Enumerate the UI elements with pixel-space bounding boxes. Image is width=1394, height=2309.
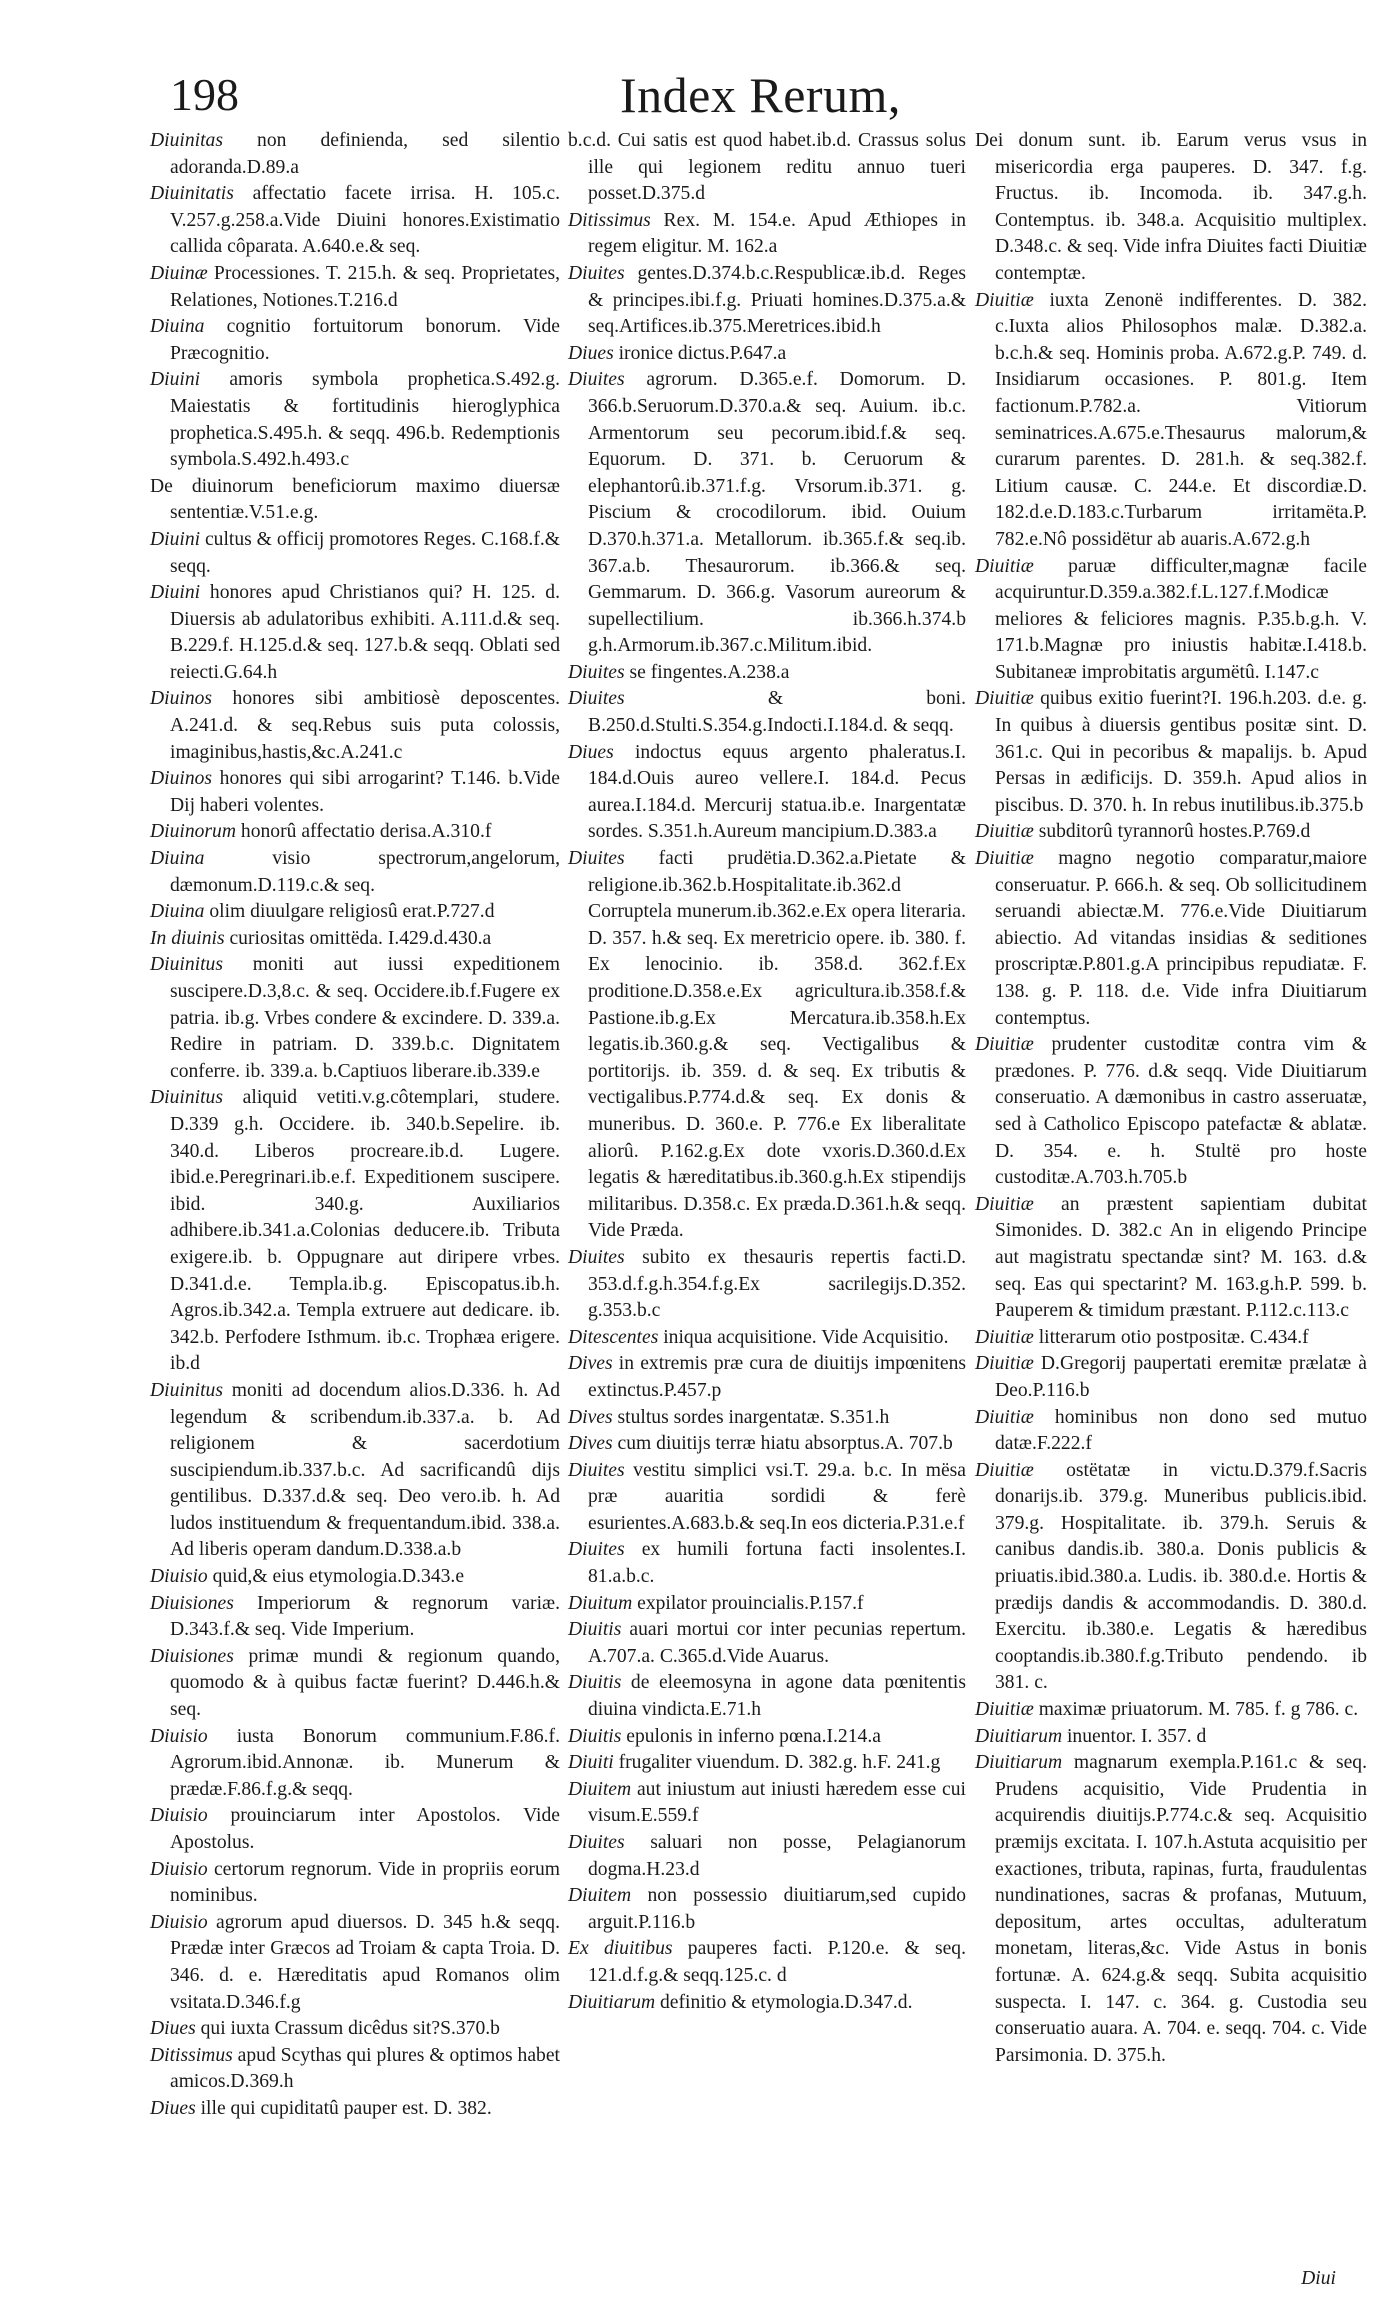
index-entry — [150, 766, 560, 819]
entry-keyword: Diuitiæ — [975, 688, 1034, 710]
index-entry — [568, 1883, 966, 1936]
entry-text: subito ex thesauris repertis facti.D. 353.d.f.g.h.354.f.g.Ex sacrilegijs.D.352. g.353.b.c — [588, 1246, 966, 1322]
entry-text: magnarum exempla.P.161.c & seq. Prudens acquisitio, Vide Prudentia in acquirendis diuitijs.P.774.c.& seq. Acquisitio præmijs excitata. I. 107.h.Astuta acquisitio per exactiones, tributa, rapinas, furta, fraudulentas nundinationes, sacras & profanas, Mutuum, depositum, artes occultas, adulteratum monetam, literas,&c. Vide Astus in bonis fortunæ. A. 624.g.& seqq. Subita acquisitio suspecta. I. 147. c. 364. g. Custodia seu conseruatio auara. A. 704. e. seqq. 704. c. Vide Parsimonia. D. 375.h. — [995, 1752, 1367, 2066]
index-entry — [150, 926, 560, 953]
entry-text: agrorum. D.365.e.f. Domorum. D. 366.b.Seruorum.D.370.a.& seq. Auium. ib.c. Armentorum seu pecorum.ibid.f.& seq. Equorum. D. 371. b. Ceruorum & elephantorû.ib.371.f.g. Vrsorum.ib.371. g. Piscium & crocodilorum. ibid. Ouium D.370.h.371.a. Metallorum. ib.365.f.& seq.ib. 367.a.b. Thesaurorum. ib.366.& seq. Gemmarum. D. 366.g. Vasorum aureorum & supellectilium. ib.366.h.374.b g.h.Armorum.ib.367.c.Militum.ibid. — [588, 369, 966, 657]
entry-keyword: Diuitiarum — [568, 1991, 656, 2013]
entry-keyword: Diuitem — [568, 1885, 632, 1907]
entry-keyword: Diuitiæ — [975, 1326, 1034, 1348]
entry-text: paruæ difficulter,magnæ facile acquiruntur.D.359.a.382.f.L.127.f.Modicæ meliores & feliciores magnis. P.35.b.g.h. V. 171.b.Magnæ pro iniustis habitæ.I.418.b. Subitaneæ improbitatis argumëtû. I.147.c — [995, 555, 1367, 683]
entry-text: de eleemosyna in agone data pœnitentis diuina vindicta.E.71.h — [588, 1672, 966, 1721]
entry-text: curiositas omittëda. I.429.d.430.a — [224, 927, 492, 949]
entry-text: litterarum otio postpositæ. C.434.f — [1033, 1326, 1309, 1348]
entry-text: magno negotio comparatur,maiore conseruatur. P. 666.h. & seq. Ob sollicitudinem seruandi abiectæ.M. 776.e.Vide Diuitiarum abiectio. Ad vitandas insidias & seditiones proscriptæ.P.801.g.A principibus repudiatæ. F. 138. g. P. 118. d.e. Vide infra Diuitiarum contemptus. — [995, 848, 1367, 1029]
entry-text: indoctus equus argento phaleratus.I. 184.d.Ouis aureo vellere.I. 184.d. Pecus aurea.I.184.d. Mercurij statua.ib.e. Inargentatæ sordes. S.351.h.Aureum mancipium.D.383.a — [588, 741, 966, 843]
entry-keyword: Diuisiones — [150, 1592, 234, 1614]
index-entry — [568, 1724, 966, 1751]
entry-keyword: Diuinos — [150, 688, 213, 710]
entry-text: De diuinorum beneficiorum maximo diuersæ sententiæ.V.51.e.g. — [150, 475, 560, 524]
entry-keyword: Diuites — [568, 1459, 625, 1481]
entry-keyword: Ditissimus — [568, 209, 651, 231]
entry-text: non definienda, sed silentio adoranda.D.89.a — [170, 130, 560, 178]
index-entry — [568, 1458, 966, 1538]
index-entry — [975, 1750, 1367, 2069]
entry-keyword: Diuitiæ — [975, 1699, 1034, 1721]
entry-keyword: Diuisio — [150, 1911, 208, 1933]
index-entry — [150, 1564, 560, 1591]
entry-text: inuentor. I. 357. d — [1062, 1725, 1207, 1747]
entry-text: prudenter custoditæ contra vim & prædones. P. 776. d.& seqq. Vide Diuitiarum conseruatio. A dæmonibus in castro asseruatæ, sed à Catholico Episcopo patefactæ & ablatæ. D. 354. e. h. Stultë pro hoste custoditæ.A.703.h.705.b — [995, 1034, 1367, 1189]
entry-text: epulonis in inferno pœna.I.214.a — [621, 1725, 881, 1747]
index-entry — [975, 554, 1367, 687]
entry-text: D.Gregorij paupertati eremitæ prælatæ à Deo.P.116.b — [995, 1353, 1367, 1401]
index-entry — [150, 527, 560, 580]
entry-keyword: In diuinis — [150, 927, 225, 949]
index-entry — [568, 1750, 966, 1777]
entry-text: an præstent sapientiam dubitat Simonides. D. 382.c An in eligendo Principe aut magistratu spectandæ sint? M. 163. d.& seq. Eas qui spectarint? M. 163.g.h.P. 599. b. Pauperem & timidum præstant. P.112.c.113.c — [995, 1193, 1367, 1322]
index-entry — [568, 1245, 966, 1325]
entry-keyword: Diuitis — [568, 1672, 622, 1694]
entry-text: ex humili fortuna facti insolentes.I. 81.a.b.c. — [588, 1539, 966, 1588]
entry-keyword: Diuites — [568, 1246, 625, 1268]
entry-keyword: Diuisio — [150, 1805, 208, 1827]
index-entry — [568, 1990, 966, 2017]
entry-keyword: Diuinitatis — [150, 183, 234, 205]
entry-keyword: Diues — [150, 2097, 196, 2119]
entry-text: iniqua acquisitione. Vide Acquisitio. — [658, 1326, 949, 1348]
entry-text: facti prudëtia.D.362.a.Pietate & religione.ib.362.b.Hospitalitate.ib.362.d Corruptela munerum.ib.362.e.Ex opera literaria. D. 357. h.& seq. Ex meretricio opere. ib. 380. f. Ex lenocinio. ib. 358.d. 362.f.Ex proditione.D.358.e.Ex agricultura.ib.358.f.& Pastione.ib.g.Ex Mercatura.ib.358.h.Ex legatis.ib.360.g.& seq. Vectigalibus & portitorijs. ib. 359. d. & seq. Ex tributis & vectigalibus.P.774.d.& seq. Ex donis & muneribus. D. 360.e. P. 776.e Ex liberalitate aliorû. P.162.g.Ex dote vxoris.D.360.d.Ex legatis & hæreditatibus.ib.360.g.h.Ex stipendijs militaribus. D.358.c. Ex præda.D.361.h.& seqq. Vide Præda. — [588, 848, 966, 1242]
entry-text: qui iuxta Crassum dicêdus sit?S.370.b — [195, 2018, 500, 2040]
index-entry — [568, 261, 966, 341]
index-entry — [568, 740, 966, 846]
entry-text: se fingentes.A.238.a — [624, 661, 790, 683]
entry-keyword: Diuinæ — [150, 262, 208, 284]
index-entry — [150, 1085, 560, 1378]
index-entry — [975, 1351, 1367, 1404]
entry-keyword: Diuisio — [150, 1725, 208, 1747]
entry-keyword: Diuini — [150, 582, 201, 604]
index-entry — [150, 819, 560, 846]
entry-keyword: Diuitum — [568, 1592, 633, 1614]
entry-text: primæ mundi & regionum quando, quomodo & à quibus factæ fuerint? D.446.h.& seq. — [170, 1645, 560, 1721]
index-entry — [150, 2096, 560, 2123]
entry-keyword: Diuites — [568, 1539, 625, 1561]
entry-keyword: Diuitis — [568, 1619, 622, 1641]
entry-text: cognitio fortuitorum bonorum. Vide Præcognitio. — [170, 316, 560, 364]
index-entry — [975, 1192, 1367, 1325]
index-entry — [568, 1830, 966, 1883]
entry-keyword: Diuini — [150, 369, 201, 391]
entry-keyword: Diuinos — [150, 768, 213, 790]
entry-text: definitio & etymologia.D.347.d. — [655, 1991, 913, 2013]
index-entry — [150, 1857, 560, 1910]
entry-text: stultus sordes inargentatæ. S.351.h — [612, 1406, 890, 1428]
index-entry — [150, 686, 560, 766]
index-entry — [975, 846, 1367, 1032]
entry-text: gentes.D.374.b.c.Respublicæ.ib.d. Reges & principes.ibi.f.g. Priuati homines.D.375.a.& seq.Artifices.ib.375.Meretrices.ibid.h — [588, 262, 966, 338]
index-entry — [150, 580, 560, 686]
entry-text: frugaliter viuendum. D. 382.g. h.F. 241.g — [613, 1752, 941, 1774]
page-number: 198 — [170, 69, 239, 120]
entry-keyword: Diuinitus — [150, 954, 223, 976]
entry-text: hominibus non dono sed mutuo datæ.F.222.f — [995, 1406, 1367, 1455]
entry-keyword: Diuitiæ — [975, 1193, 1034, 1215]
index-entry — [975, 1697, 1367, 1724]
entry-text: agrorum apud diuersos. D. 345 h.& seqq. Prædæ inter Græcos ad Troiam & capta Troia. D. 346. d. e. Hæreditatis apud Romanos olim vsitata.D.346.f.g — [170, 1911, 560, 2013]
entry-keyword: Diuitiæ — [975, 1406, 1034, 1428]
index-entry — [568, 1405, 966, 1432]
entry-text: Rex. M. 154.e. Apud Æthiopes in regem eligitur. M. 162.a — [588, 209, 966, 258]
entry-text: honorû affectatio derisa.A.310.f — [236, 821, 492, 843]
entry-text: ostëtatæ in victu.D.379.f.Sacris donarijs.ib. 379.g. Muneribus publicis.ibid. 379.g. Hospitalitate. ib. 379.h. Seruis & canibus dandis.ib. 380.a. Donis publicis & priuatis.ibid.380.a. Ludis. ib. 380.d.e. Hortis & prædijs dandis & accommodandis. D. 380.d. Exercitu. ib.380.e. Legatis & hæredibus cooptandis.ib.380.f.g.Tributo pendendo. ib 381. c. — [995, 1459, 1367, 1694]
index-entry — [568, 367, 966, 660]
index-entry — [150, 2016, 560, 2043]
entry-keyword: Diuisio — [150, 1566, 208, 1588]
entry-text: moniti ad docendum alios.D.336. h. Ad legendum & scribendum.ib.337.a. b. Ad religionem & sacerdotium suscipiendum.ib.337.b.c. Ad sacrificandû dijs gentilibus. D.337.d.& seq. Deo vero.ib. h. Ad ludos instituendum & frequentandum.ibid. 338.a. Ad liberis operam dandum.D.338.a.b — [170, 1379, 560, 1561]
index-entry — [568, 1670, 966, 1723]
index-column-1 — [150, 128, 560, 2123]
index-entry — [150, 1803, 560, 1856]
entry-keyword: Diuitem — [568, 1778, 632, 1800]
entry-text: aut iniustum aut iniusti hæredem esse cui visum.E.559.f — [588, 1778, 966, 1827]
entry-text: visio spectrorum,angelorum, dæmonum.D.119.c.& seq. — [170, 848, 560, 896]
entry-keyword: Diuitiæ — [975, 1459, 1034, 1481]
index-entry — [975, 128, 1367, 288]
entry-keyword: Diues — [150, 2018, 196, 2040]
index-entry — [150, 128, 560, 181]
entry-keyword: Diuites — [568, 262, 625, 284]
entry-text: vestitu simplici vsi.T. 29.a. b.c. In mësa præ auaritia sordidi & ferè esurientes.A.683.b.& seq.In eos dicteria.P.31.e.f — [588, 1459, 966, 1534]
entry-text: moniti aut iussi expeditionem suscipere.D.3,8.c. & seq. Occidere.ib.f.Fugere ex patria. ib.g. Vrbes condere & excindere. D. 339.a. Redire in patriam. D. 339.b.c. Dignitatem conferre. ib. 339.a. b.Captiuos liberare.ib.339.e — [170, 954, 560, 1082]
entry-text: non possessio diuitiarum,sed cupido arguit.P.116.b — [588, 1885, 966, 1933]
entry-keyword: Diuites — [568, 369, 625, 391]
entry-text: honores sibi ambitiosè deposcentes. A.241.d. & seq.Rebus suis puta colossis, imaginibus,hastis,&c.A.241.c — [170, 688, 560, 763]
entry-text: amoris symbola prophetica.S.492.g. Maiestatis & fortitudinis hieroglyphica prophetica.S.495.h. & seqq. 496.b. Redemptionis symbola.S.492.h.493.c — [170, 369, 560, 471]
index-entry — [150, 1378, 560, 1564]
index-entry — [568, 846, 966, 1245]
entry-keyword: Dives — [568, 1433, 613, 1455]
index-entry — [568, 1431, 966, 1458]
entry-keyword: Diuinorum — [150, 821, 237, 843]
entry-text: iuxta Zenonë indifferentes. D. 382. c.Iuxta alios Philosophos malæ. D.382.a. b.c.h.& seq. Hominis proba. A.672.g.P. 749. d. Insidiarum occasiones. P. 801.g. Item factionum.P.782.a. Vitiorum seminatrices.A.675.e.Thesaurus malorum,& curarum parentes. D. 281.h. & seq.382.f. Litium causæ. C. 244.e. Et discordiæ.D. 182.d.e.D.183.c.Turbarum irritamëta.P. 782.e.Nô possidëtur ab auaris.A.672.g.h — [995, 289, 1367, 550]
index-entry — [150, 846, 560, 899]
entry-keyword: Diuinitus — [150, 1379, 223, 1401]
index-entry — [150, 1724, 560, 1804]
entry-keyword: Diuina — [150, 848, 205, 870]
index-entry — [150, 181, 560, 261]
entry-text: cultus & officij promotores Reges. C.168.f.& seqq. — [170, 528, 560, 577]
index-entry — [975, 1405, 1367, 1458]
index-entry — [568, 1325, 966, 1352]
entry-keyword: Ditescentes — [568, 1326, 659, 1348]
entry-keyword: Diuisiones — [150, 1645, 234, 1667]
entry-text: affectatio facete irrisa. H. 105.c. V.257.g.258.a.Vide Diuini honores.Existimatio callida côparata. A.640.e.& seq. — [170, 183, 560, 258]
index-column-2 — [568, 128, 966, 2016]
index-entry — [150, 1910, 560, 2016]
entry-keyword: Dives — [568, 1406, 613, 1428]
entry-keyword: Diuini — [150, 528, 201, 550]
entry-text: b.c.d. Cui satis est quod habet.ib.d. Crassus solus ille qui legionem reditu annuo tueri posset.D.375.d — [568, 130, 966, 205]
entry-text: certorum regnorum. Vide in propriis eorum nominibus. — [170, 1858, 560, 1907]
index-entry — [150, 899, 560, 926]
entry-keyword: Diuina — [150, 316, 205, 338]
entry-text: aliquid vetiti.v.g.côtemplari, studere. D.339 g.h. Occidere. ib. 340.b.Sepelire. ib. 340.d. Liberos procreare.ib.d. Lugere. ibid.e.Peregrinari.ib.e.f. Expeditionem suscipere. ibid. 340.g. Auxiliarios adhibere.ib.341.a.Colonias deducere.ib. Tributa exigere.ib. b. Oppugnare aut diripere vrbes. D.341.d.e. Templa.ib.g. Episcopatus.ib.h. Agros.ib.342.a. Templa extruere aut dedicare. ib. 342.b. Perfodere Isthmum. ib.c. Trophæa erigere. ib.d — [170, 1087, 560, 1375]
index-entry — [568, 341, 966, 368]
index-entry — [975, 1325, 1367, 1352]
entry-text: pauperes facti. P.120.e. & seq. 121.d.f.g.& seqq.125.c. d — [588, 1938, 966, 1986]
index-entry — [150, 952, 560, 1085]
index-entry — [568, 1936, 966, 1989]
entry-text: in extremis præ cura de diuitijs impœnitens extinctus.P.457.p — [588, 1353, 966, 1401]
index-entry — [975, 1032, 1367, 1192]
entry-text: auari mortui cor inter pecunias repertum. A.707.a. C.365.d.Vide Auarus. — [588, 1619, 966, 1667]
entry-text: subditorû tyrannorû hostes.P.769.d — [1033, 821, 1311, 843]
index-entry — [150, 474, 560, 527]
entry-keyword: Diuites — [568, 688, 625, 710]
index-entry — [568, 1537, 966, 1590]
index-entry — [568, 660, 966, 687]
entry-keyword: Diues — [568, 741, 614, 763]
index-entry — [150, 367, 560, 473]
index-entry — [975, 819, 1367, 846]
entry-keyword: Diuiti — [568, 1752, 614, 1774]
entry-text: quid,& eius etymologia.D.343.e — [207, 1566, 465, 1588]
entry-keyword: Diuisio — [150, 1858, 208, 1880]
entry-keyword: Diuina — [150, 901, 205, 923]
entry-keyword: Diuitiarum — [975, 1752, 1063, 1774]
entry-keyword: Diuitiæ — [975, 555, 1034, 577]
entry-keyword: Diuitiæ — [975, 848, 1034, 870]
entry-keyword: Diuitiæ — [975, 1034, 1034, 1056]
entry-keyword: Diuitiæ — [975, 821, 1034, 843]
entry-keyword: Diuitiæ — [975, 289, 1034, 311]
entry-text: iusta Bonorum communium.F.86.f. Agrorum.ibid.Annonæ. ib. Munerum & prædæ.F.86.f.g.& seqq. — [170, 1725, 560, 1800]
index-entry — [975, 1724, 1367, 1751]
index-column-3 — [975, 128, 1367, 2069]
entry-text: expilator prouincialis.P.157.f — [632, 1592, 864, 1614]
index-entry — [568, 1617, 966, 1670]
entry-keyword: Ditissimus — [150, 2044, 233, 2066]
index-entry — [568, 1777, 966, 1830]
entry-text: saluari non posse, Pelagianorum dogma.H.23.d — [588, 1832, 966, 1880]
entry-text: olim diuulgare religiosû erat.P.727.d — [204, 901, 495, 923]
catchword: Diui — [1301, 2268, 1336, 2289]
index-entry — [975, 288, 1367, 554]
index-entry — [150, 2043, 560, 2096]
entry-text: apud Scythas qui plures & optimos habet amicos.D.369.h — [170, 2044, 560, 2093]
entry-keyword: Diuinitas — [150, 130, 223, 151]
index-entry — [568, 686, 966, 739]
entry-text: honores qui sibi arrogarint? T.146. b.Vide Dij haberi volentes. — [170, 768, 560, 816]
entry-text: honores apud Christianos qui? H. 125. d. Diuersis ab adulatoribus exhibiti. A.111.d.& seq. B.229.f. H.125.d.& seq. 127.b.& seqq. Oblati sed reiecti.G.64.h — [170, 582, 560, 683]
entry-text: ironice dictus.P.647.a — [613, 342, 787, 364]
index-entry — [150, 1591, 560, 1644]
entry-text: prouinciarum inter Apostolos. Vide Apostolus. — [170, 1805, 560, 1853]
entry-keyword: Diuites — [568, 1832, 625, 1853]
entry-keyword: Dives — [568, 1353, 613, 1375]
entry-text: Imperiorum & regnorum variæ. D.343.f.& seq. Vide Imperium. — [170, 1592, 560, 1641]
entry-text: Processiones. T. 215.h. & seq. Proprietates, Relationes, Notiones.T.216.d — [170, 262, 560, 311]
index-entry — [568, 1351, 966, 1404]
entry-keyword: Diuitiarum — [975, 1725, 1063, 1747]
running-title: Index Rerum, — [620, 67, 901, 123]
index-entry — [150, 261, 560, 314]
entry-keyword: Diuinitus — [150, 1087, 223, 1109]
index-entry — [568, 128, 966, 208]
entry-text: maximæ priuatorum. M. 785. f. g 786. c. — [1033, 1699, 1359, 1721]
index-entry — [150, 1644, 560, 1724]
index-entry — [568, 1591, 966, 1618]
entry-text: & boni. B.250.d.Stulti.S.354.g.Indocti.I.184.d. & seqq. — [588, 688, 966, 737]
entry-keyword: Diuitiæ — [975, 1353, 1034, 1375]
index-entry — [150, 314, 560, 367]
entry-keyword: Diuites — [568, 661, 625, 683]
entry-keyword: Diuitis — [568, 1725, 622, 1747]
entry-text: cum diuitijs terræ hiatu absorptus.A. 707.b — [612, 1433, 953, 1455]
index-entry — [975, 686, 1367, 819]
index-entry — [975, 1458, 1367, 1697]
entry-keyword: Diuites — [568, 848, 625, 870]
index-entry — [568, 208, 966, 261]
entry-keyword: Diues — [568, 342, 614, 364]
entry-text: quibus exitio fuerint?I. 196.h.203. d.e. g. In quibus à diuersis gentibus positæ sint. D. 361.c. Qui in pecoribus & mapalijs. b. Apud Persas in ædificijs. D. 359.h. Apud alios in piscibus. D. 370. h. In rebus inutilibus.ib.375.b — [995, 688, 1367, 816]
entry-text: Dei donum sunt. ib. Earum verus vsus in misericordia erga pauperes. D. 347. f.g. Fructus. ib. Incomoda. ib. 347.g.h. Contemptus. ib. 348.a. Acquisitio multiplex. D.348.c. & seq. Vide infra Diuites facti Diuitiæ contemptæ. — [975, 130, 1367, 284]
entry-keyword: Ex diuitibus — [568, 1938, 673, 1960]
entry-text: ille qui cupiditatû pauper est. D. 382. — [195, 2097, 492, 2119]
